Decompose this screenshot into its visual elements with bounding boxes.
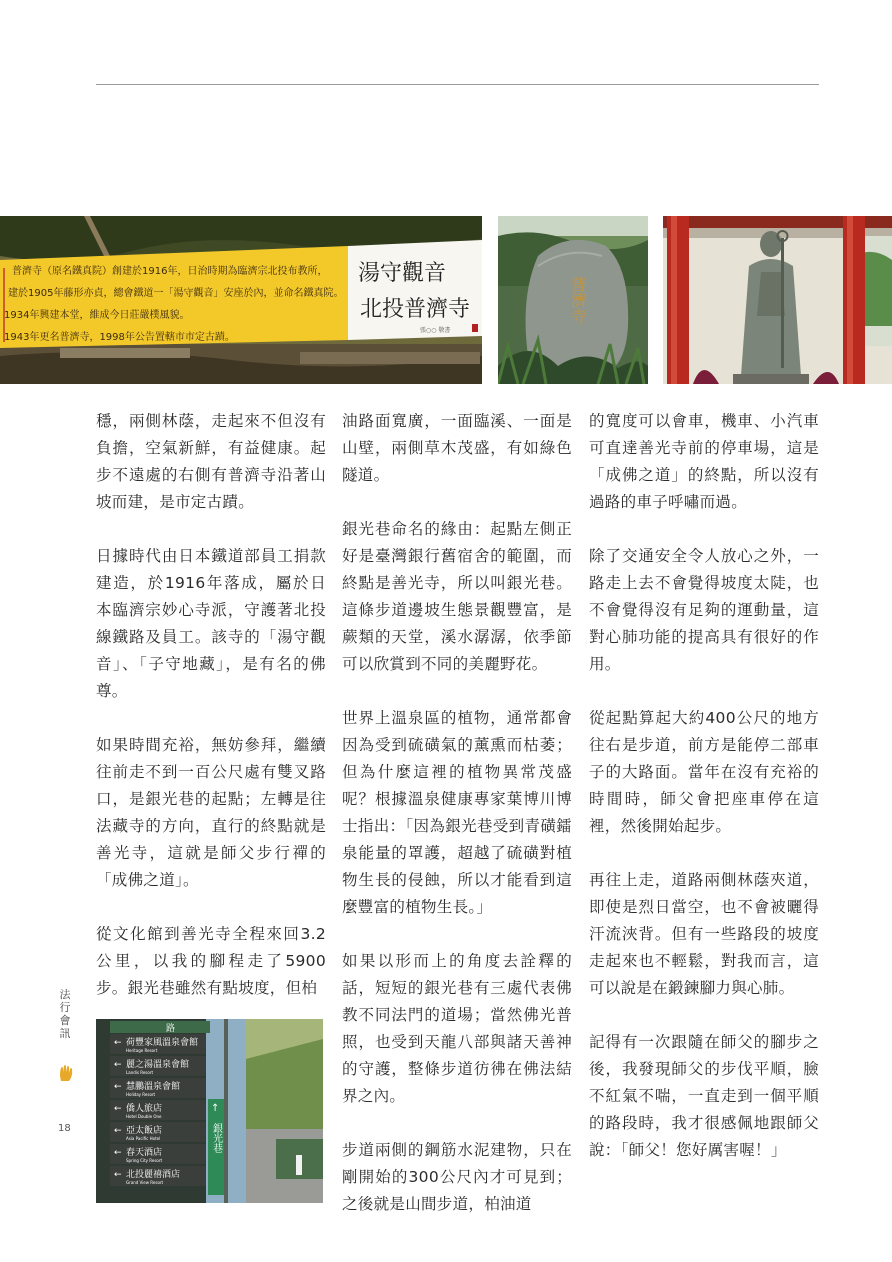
sign-board (110, 1144, 206, 1164)
svg-text:←: ← (114, 1060, 122, 1070)
text-column-3 (589, 408, 819, 1191)
banner-line-1: 普濟寺（原名鐵真院）創建於1916年，日治時期為臨濟宗北投布教所， (12, 266, 328, 277)
paragraph: 從起點算起大約400公尺的地方往右是步道，前方是能停二部車子的大路面。當年在沒有充裕的時間時，師父會把座車停在這裡，然後開始起步。 (589, 709, 819, 835)
svg-text:↑: ↑ (211, 1103, 220, 1114)
banner-line-4: 1943年更名普濟寺，1998年公告置轄市市定古蹟。 (4, 332, 235, 343)
banner-white-section (348, 240, 482, 340)
paragraph: 記得有一次跟隨在師父的腳步之後，我發現師父的步伐平順，臉不紅氣不喘，一直走到一個平順的路段時，我才很感佩地跟師父說：「師父！您好厲害喔！」 (589, 1033, 819, 1159)
paragraph: 世界上溫泉區的植物，通常都會因為受到硫磺氣的薰熏而枯萎；但為什麼這裡的植物異常茂盛呢？根據溫泉健康專家葉博川博士指出：「因為銀光巷受到青磺鐳泉能量的罩護，超越了硫磺對植物生長的侵蝕，所以才能看到這麼豐富的植物生長。」 (342, 709, 572, 916)
paragraph: 再往上走，道路兩側林蔭夾道，即使是烈日當空，也不會被曬得汗流浹背。但有一些路段的坡度走起來也不輕鬆，對我而言，這可以說是在鍛鍊腳力與心肺。 (589, 871, 819, 997)
sign-item-5: 亞太飯店 (126, 1126, 163, 1136)
page-number: 18 (58, 1123, 71, 1134)
sign-item-3-en: Holiday Resort (126, 1092, 156, 1097)
sign-item-4: 僑人旅店 (126, 1104, 163, 1114)
sign-vertical-label: 銀光巷 (210, 1123, 222, 1153)
svg-text:←: ← (114, 1126, 122, 1136)
paragraph: 如果時間充裕，無妨參拜，繼續往前走不到一百公尺處有雙叉路口，是銀光巷的起點；左轉是往法藏寺的方向，直行的終點就是善光寺，這就是師父步行禪的「成佛之道」。 (96, 736, 326, 889)
paragraph: 如果以形而上的角度去詮釋的話，短短的銀光巷有三處代表佛教不同法門的道場；當然佛光普照，也受到天龍八部與諸天善神的守護，整條步道彷彿在佛法結界之內。 (342, 952, 572, 1105)
banner-title-1: 湯守觀音 (358, 261, 447, 286)
sign-item-6: 春天酒店 (126, 1148, 163, 1158)
sign-board (110, 1078, 206, 1098)
sign-board (110, 1056, 206, 1076)
paragraph: 從文化館到善光寺全程來回3.2公里，以我的腳程走了5900步。銀光巷雖然有點坡度，但柏 (96, 925, 326, 997)
text-column-2 (342, 408, 572, 1245)
sign-item-7-en: Grand View Resort (126, 1180, 164, 1185)
sign-header: 路 (166, 1024, 176, 1034)
sign-board (110, 1100, 206, 1120)
temple-banner-photo (0, 216, 482, 384)
sign-board (110, 1034, 206, 1054)
magazine-label: 法行會訊 (59, 988, 71, 1040)
paragraph: 的寬度可以會車，機車、小汽車可直達善光寺前的停車場，這是「成佛之道」的終點，所以沒有過路的車子呼嘯而過。 (589, 412, 819, 511)
sign-item-1: 荷豐家風溫泉會館 (126, 1038, 199, 1048)
street-sign-photo (96, 1019, 323, 1203)
svg-text:←: ← (114, 1104, 122, 1114)
sign-item-5-en: Asia Pacific Hotel (126, 1136, 161, 1141)
paragraph: 除了交通安全令人放心之外，一路走上去不會覺得坡度太陡，也不會覺得沒有足夠的運動量，這對心肺功能的提高具有很好的作用。 (589, 547, 819, 673)
sign-board (110, 1166, 206, 1186)
sign-item-2-en: Landis Resort (126, 1070, 154, 1075)
svg-text:←: ← (114, 1170, 122, 1180)
text-column-1 (96, 408, 326, 1029)
svg-text:←: ← (114, 1148, 122, 1158)
header-rule (96, 84, 819, 85)
paragraph: 銀光巷命名的緣由：起點左側正好是臺灣銀行舊宿舍的範圍，而終點是善光寺，所以叫銀光巷。這條步道邊坡生態景觀豐富，是蕨類的天堂，溪水潺潺，依季節可以欣賞到不同的美麗野花。 (342, 520, 572, 673)
sign-item-2: 麗之湯溫泉會館 (126, 1060, 190, 1070)
sign-item-1-en: Heritage Resort (126, 1048, 158, 1053)
banner-title-2: 北投普濟寺 (360, 297, 471, 322)
sign-item-6-en: Spring City Resort (126, 1158, 163, 1163)
sign-boards (110, 1034, 206, 1186)
paragraph: 油路面寬廣，一面臨溪、一面是山壁，兩側草木茂盛，有如綠色隧道。 (342, 412, 572, 484)
banner-line-2: 建於1905年藤形亦貞，總會鐵道一「湯守觀音」安座於內，並命名鐵真院。 (8, 288, 344, 299)
paragraph: 步道兩側的鋼筋水泥建物，只在剛開始的300公尺內才可見到；之後就是山間步道，柏油道 (342, 1141, 572, 1213)
paragraph: 穩，兩側林蔭，走起來不但沒有負擔，空氣新鮮，有益健康。起步不遠處的右側有普濟寺沿著山坡而建，是市定古蹟。 (96, 412, 326, 511)
statue-pavilion-photo (663, 216, 892, 384)
banner-line-3: 1934年興建本堂，維成今日莊嚴樸風貌。 (4, 310, 190, 321)
stone-monument-photo (498, 216, 648, 384)
sign-item-7: 北投麗禧酒店 (126, 1170, 181, 1180)
sign-board (110, 1122, 206, 1142)
sign-item-3: 慧鵬溫泉會館 (126, 1082, 181, 1092)
svg-text:←: ← (114, 1038, 122, 1048)
svg-text:←: ← (114, 1082, 122, 1092)
seal-stamp (472, 324, 478, 332)
stone-inscription: 普濟寺 (568, 276, 588, 324)
banner-yellow-section (0, 246, 348, 348)
hand-logo-icon (58, 1064, 74, 1086)
paragraph: 日據時代由日本鐵道部員工捐款建造，於1916年落成，屬於日本臨濟宗妙心寺派，守護著北投線鐵路及員工。該寺的「湯守觀音」、「子守地藏」，是有名的佛尊。 (96, 547, 326, 700)
sign-item-4-en: Hotel Double One (126, 1114, 162, 1119)
banner-signature: 張○○ 敬書 (420, 327, 451, 334)
